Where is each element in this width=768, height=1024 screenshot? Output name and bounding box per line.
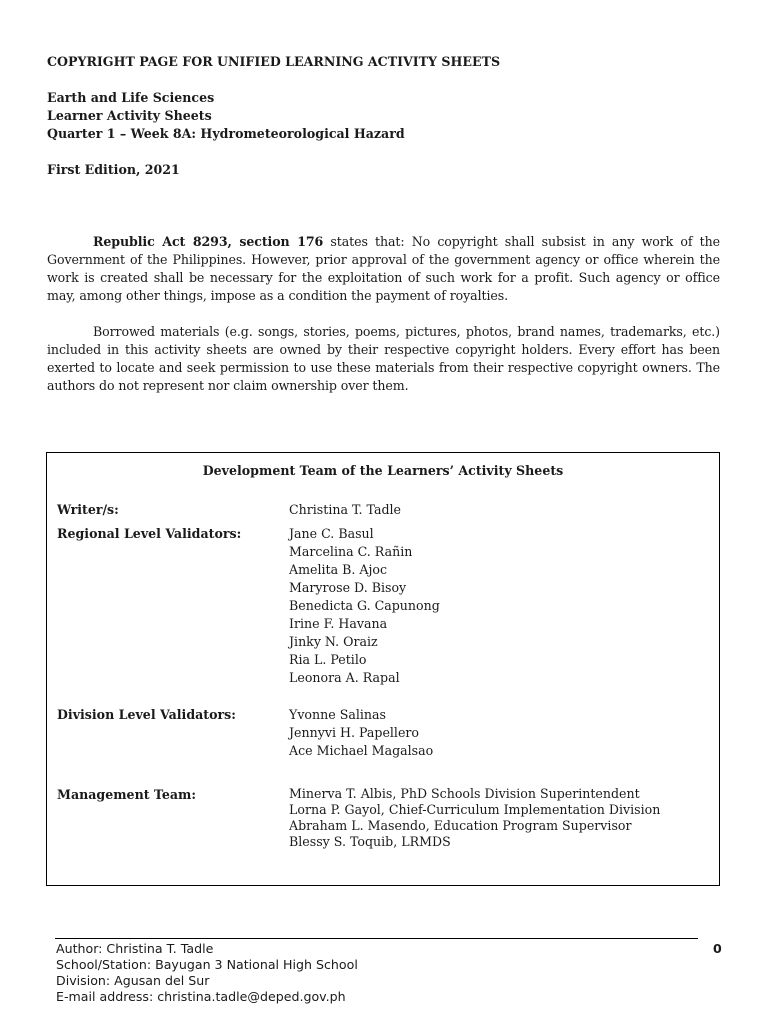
writers-list	[289, 501, 401, 519]
quarter-title: Quarter 1 – Week 8A: Hydrometeorological Hazard	[47, 126, 405, 141]
management-team-list	[289, 786, 660, 850]
footer-info	[56, 941, 358, 1005]
list-item: Abraham L. Masendo, Education Program Supervisor	[289, 818, 632, 833]
list-item: Benedicta G. Capunong	[289, 598, 440, 613]
management-team-label: Management Team:	[57, 787, 197, 802]
list-item: Jennyvi H. Papellero	[289, 725, 420, 740]
copyright-paragraph-1-text: states that: No copyright shall subsist in any work of the Government of the Philippines. However, prior approval of the government agency or office wherein the work is created shall be necessary for the exploitation of such work for a profit. Such agency or office may, among other things, impose as a condition the payment of royalties.	[47, 234, 720, 303]
copyright-paragraph-2-text: Borrowed materials (e.g. songs, stories, poems, pictures, photos, brand names, trademarks, etc.) included in this activity sheets are owned by their respective copyright holders. Every effort has been exerted to locate and seek permission to use these materials from their respective copyright owners. The authors do not represent nor claim ownership over them.	[47, 324, 720, 393]
list-item: Lorna P. Gayol, Chief-Curriculum Implementation Division	[289, 802, 661, 817]
footer-school: School/Station: Bayugan 3 National High School	[56, 957, 358, 972]
series-title: Learner Activity Sheets	[47, 108, 212, 123]
footer-division: Division: Agusan del Sur	[56, 973, 210, 988]
list-item: Marcelina C. Rañin	[289, 544, 413, 559]
edition-line: First Edition, 2021	[47, 162, 180, 177]
footer-author: Author: Christina T. Tadle	[56, 941, 214, 956]
list-item: Irine F. Havana	[289, 616, 388, 631]
list-item: Blessy S. Toquib, LRMDS	[289, 834, 451, 849]
division-validators-label: Division Level Validators:	[57, 707, 236, 722]
list-item: Ace Michael Magalsao	[289, 743, 434, 758]
list-item: Minerva T. Albis, PhD Schools Division Superintendent	[289, 786, 640, 801]
republic-act-reference: Republic Act 8293, section 176	[93, 234, 324, 249]
division-validators-list	[289, 706, 433, 760]
copyright-paragraph-2	[47, 323, 720, 395]
list-item: Jane C. Basul	[289, 526, 374, 541]
writers-label: Writer/s:	[57, 502, 119, 517]
page-title: COPYRIGHT PAGE FOR UNIFIED LEARNING ACTIVITY SHEETS	[47, 54, 501, 69]
copyright-header	[47, 53, 727, 179]
list-item: Maryrose D. Bisoy	[289, 580, 407, 595]
list-item: Amelita B. Ajoc	[289, 562, 388, 577]
list-item: Jinky N. Oraiz	[289, 634, 378, 649]
development-team-box	[46, 452, 720, 886]
page-number: 0	[713, 941, 722, 956]
list-item: Leonora A. Rapal	[289, 670, 400, 685]
copyright-paragraph-1	[47, 233, 720, 305]
list-item: Ria L. Petilo	[289, 652, 367, 667]
list-item: Christina T. Tadle	[289, 502, 401, 517]
footer-divider	[55, 938, 698, 939]
footer-email: E-mail address: christina.tadle@deped.gov.ph	[56, 989, 346, 1004]
regional-validators-label: Regional Level Validators:	[57, 526, 242, 541]
regional-validators-list	[289, 525, 440, 687]
list-item: Yvonne Salinas	[289, 707, 386, 722]
development-team-title: Development Team of the Learners’ Activity Sheets	[202, 463, 564, 478]
subject-title: Earth and Life Sciences	[47, 90, 215, 105]
